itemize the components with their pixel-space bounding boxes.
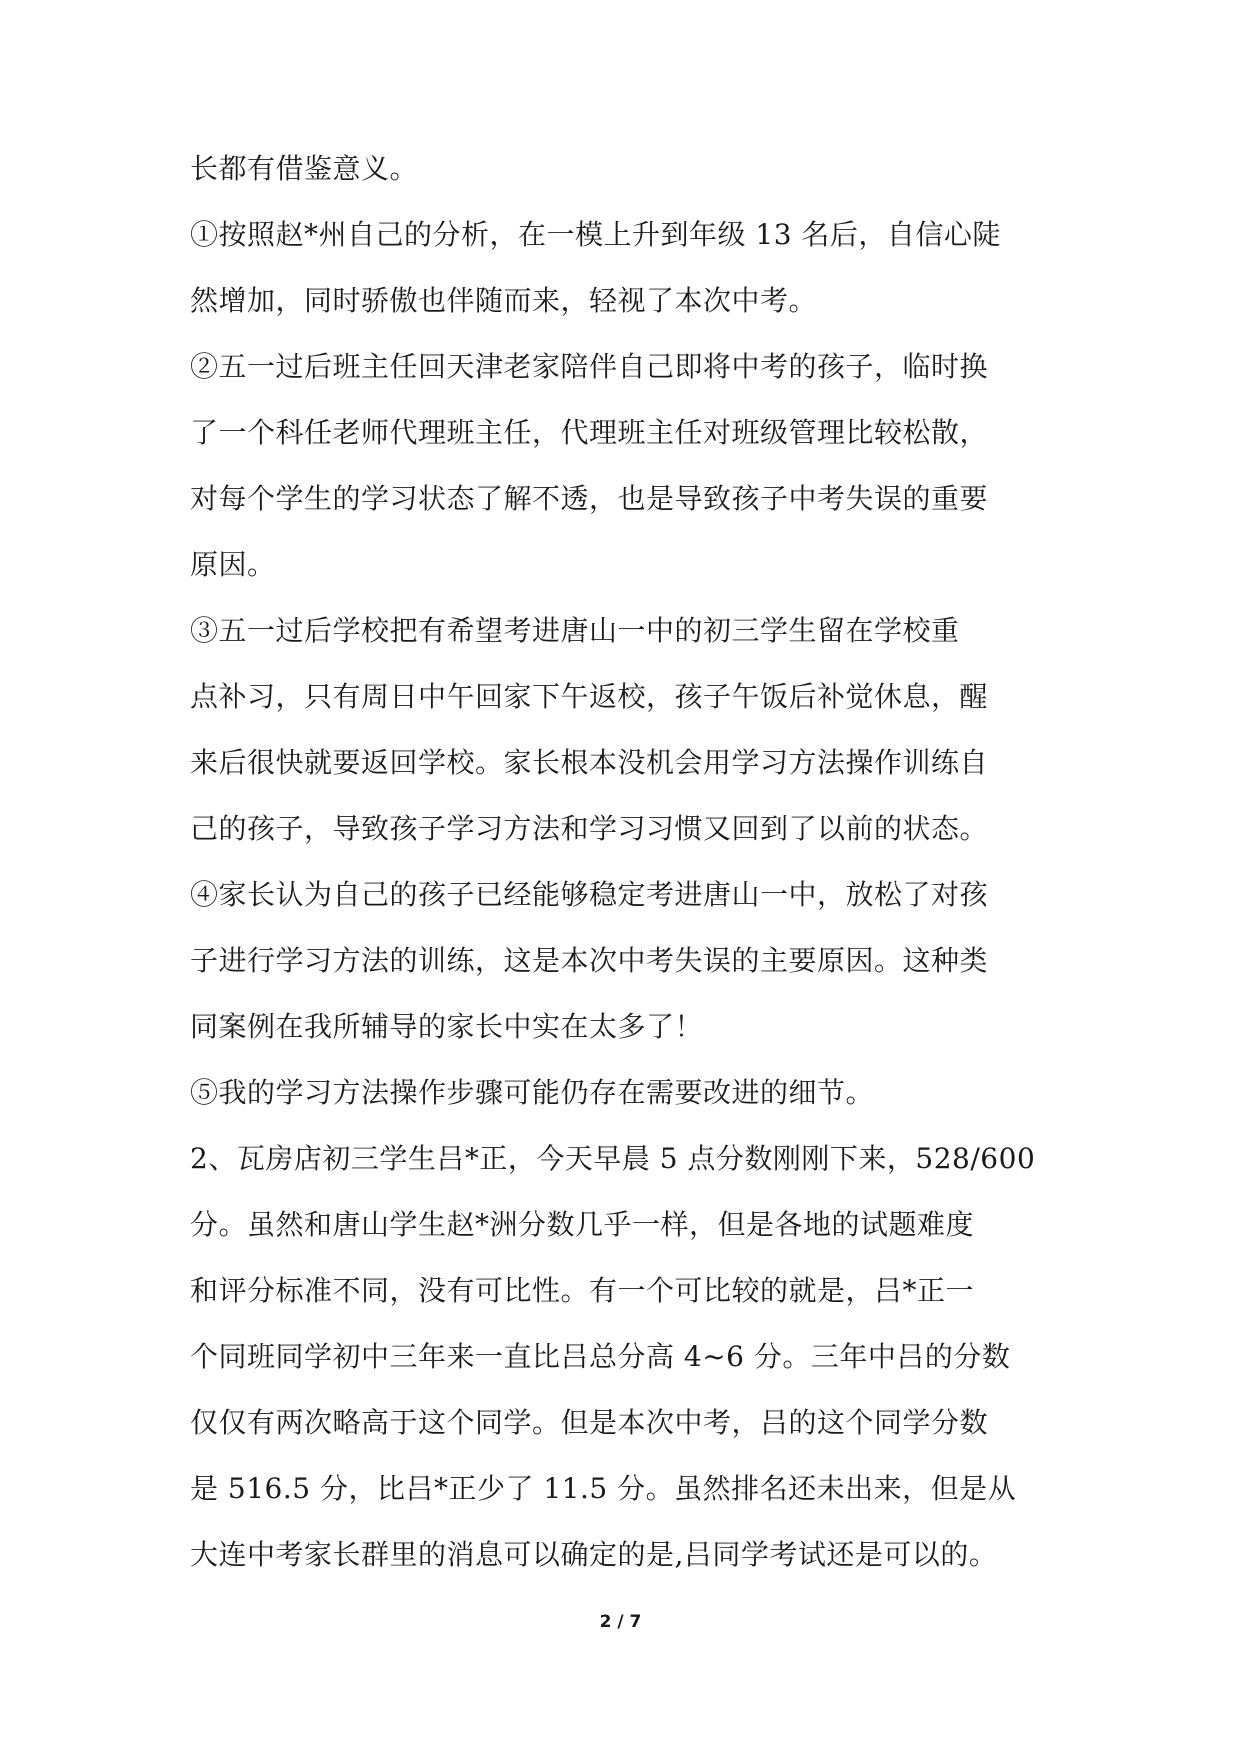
text-line: ⑤我的学习方法操作步骤可能仍存在需要改进的细节。 [190, 1076, 875, 1109]
text-line: ③五一过后学校把有希望考进唐山一中的初三学生留在学校重 [190, 614, 960, 647]
text-line: 是 516.5 分，比吕*正少了 11.5 分。虽然排名还未出来，但是从 [190, 1472, 1017, 1505]
text-line: 点补习，只有周日中午回家下午返校，孩子午饭后补觉休息，醒 [190, 680, 989, 713]
text-line: 大连中考家长群里的消息可以确定的是,吕同学考试还是可以的。 [190, 1538, 998, 1571]
text-line: 2、瓦房店初三学生吕*正，今天早晨 5 点分数刚刚下来，528/600 [190, 1142, 1036, 1175]
text-line: 己的孩子，导致孩子学习方法和学习习惯又回到了以前的状态。 [190, 812, 989, 845]
text-line: 仅仅有两次略高于这个同学。但是本次中考，吕的这个同学分数 [190, 1406, 989, 1439]
text-line: 分。虽然和唐山学生赵*洲分数几乎一样，但是各地的试题难度 [190, 1208, 975, 1241]
text-line: 和评分标准不同，没有可比性。有一个可比较的就是，吕*正一 [190, 1274, 975, 1307]
text-line: 同案例在我所辅导的家长中实在太多了！ [190, 1010, 704, 1043]
text-line: 原因。 [190, 548, 276, 581]
text-line: 来后很快就要返回学校。家长根本没机会用学习方法操作训练自 [190, 746, 989, 779]
text-line: ④家长认为自己的孩子已经能够稳定考进唐山一中，放松了对孩 [190, 878, 989, 911]
text-line: 个同班同学初中三年来一直比吕总分高 4~6 分。三年中吕的分数 [190, 1340, 1011, 1373]
document-body [190, 152, 1060, 1604]
text-line: ②五一过后班主任回天津老家陪伴自己即将中考的孩子，临时换 [190, 350, 989, 383]
text-line: ①按照赵*州自己的分析，在一模上升到年级 13 名后，自信心陡 [190, 218, 1001, 251]
text-line: 了一个科任老师代理班主任，代理班主任对班级管理比较松散， [190, 416, 989, 449]
text-line: 长都有借鉴意义。 [190, 152, 419, 185]
page-number: 2 / 7 [599, 1612, 642, 1632]
text-line: 然增加，同时骄傲也伴随而来，轻视了本次中考。 [190, 284, 818, 317]
text-line: 子进行学习方法的训练，这是本次中考失误的主要原因。这种类 [190, 944, 989, 977]
text-line: 对每个学生的学习状态了解不透，也是导致孩子中考失误的重要 [190, 482, 989, 515]
